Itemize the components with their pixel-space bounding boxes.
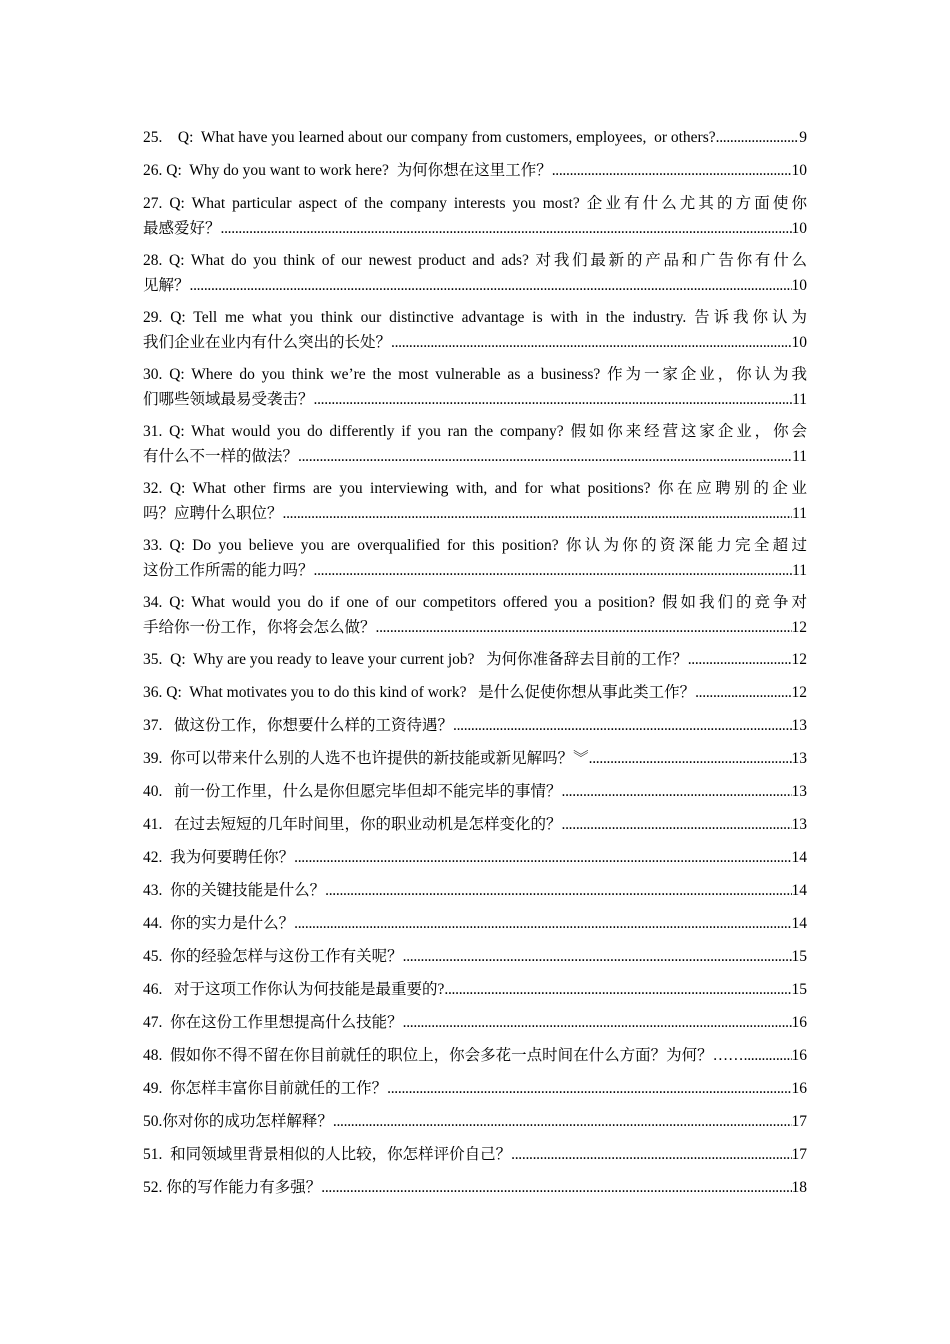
toc-entry-title: 42. 我为何要聘任你？ — [143, 849, 295, 866]
toc-page-number: 13 — [791, 750, 807, 767]
toc-entry-title: 50.你对你的成功怎样解释？ — [143, 1113, 333, 1130]
toc-entry-title: 35. Q: Why are you ready to leave your current job? 为何你准备辞去目前的工作？ — [143, 651, 688, 668]
toc-entry-title-line: 27. Q: What particular aspect of the company interests you most? 企业有什么尤其的方面使你 — [143, 195, 807, 212]
toc-entry[interactable] — [143, 476, 807, 526]
dot-leader — [562, 812, 792, 837]
dot-leader — [744, 1043, 792, 1068]
toc-entry-line — [143, 779, 807, 804]
toc-entry-title: 36. Q: What motivates you to do this kind of work? 是什么促使你想从事此类工作？ — [143, 684, 696, 701]
toc-entry-title: 们哪些领域最易受袭击？ — [143, 391, 314, 408]
toc-entry-line — [143, 444, 807, 469]
dot-leader — [695, 680, 791, 705]
toc-entry-line — [143, 1142, 807, 1167]
toc-page-number: 17 — [791, 1146, 807, 1163]
toc-entry[interactable] — [143, 713, 807, 738]
toc-entry-line — [143, 713, 807, 738]
toc-entry-title: 49. 你怎样丰富你目前就任的工作？ — [143, 1080, 388, 1097]
dot-leader — [552, 158, 792, 183]
toc-entry-line — [143, 1043, 807, 1068]
toc-page-number: 13 — [791, 717, 807, 734]
toc-entry[interactable] — [143, 911, 807, 936]
toc-page-number: 12 — [791, 619, 807, 636]
dot-leader — [376, 615, 792, 640]
toc-entry-line — [143, 1175, 807, 1200]
toc-entry-line — [143, 615, 807, 640]
toc-entry-title: 41. 在过去短短的几年时间里，你的职业动机是怎样变化的？ — [143, 816, 562, 833]
toc-entry-line — [143, 558, 807, 583]
toc-entry-title-line: 31. Q: What would you do differently if you ran the company? 假如你来经营这家企业，你会 — [143, 423, 807, 440]
toc-entry[interactable] — [143, 362, 807, 412]
toc-page-number: 9 — [799, 129, 807, 146]
toc-entry[interactable] — [143, 1109, 807, 1134]
toc-entry[interactable] — [143, 779, 807, 804]
dot-leader — [314, 387, 793, 412]
toc-entry-line — [143, 1076, 807, 1101]
toc-page-number: 18 — [791, 1179, 807, 1196]
toc-entry-title: 46. 对于这项工作你认为何技能是最重要的? — [143, 981, 445, 998]
toc-entry[interactable] — [143, 680, 807, 705]
toc-entry-title: 我们企业在业内有什么突出的长处？ — [143, 334, 392, 351]
toc-entry-line — [143, 273, 807, 298]
toc-entry[interactable] — [143, 812, 807, 837]
dot-leader — [283, 501, 793, 526]
toc-entry-line — [143, 911, 807, 936]
toc-page-number: 11 — [792, 391, 807, 408]
dot-leader — [294, 845, 791, 870]
toc-entry-title: 这份工作所需的能力吗？ — [143, 562, 314, 579]
toc-entry-line — [143, 944, 807, 969]
toc-entry-line — [143, 387, 807, 412]
toc-entry[interactable] — [143, 845, 807, 870]
toc-entry-title: 47. 你在这份工作里想提高什么技能？ — [143, 1014, 403, 1031]
toc-entry[interactable] — [143, 878, 807, 903]
toc-entry-title-line: 34. Q: What would you do if one of our competitors offered you a position? 假如我们的竞争对 — [143, 594, 807, 611]
toc-entry-title: 最感爱好？ — [143, 220, 221, 237]
toc-entry[interactable] — [143, 944, 807, 969]
toc-entry-title: 手给你一份工作，你将会怎么做？ — [143, 619, 376, 636]
dot-leader — [403, 944, 792, 969]
dot-leader — [387, 1076, 791, 1101]
dot-leader — [589, 746, 792, 771]
toc-entry[interactable] — [143, 125, 807, 150]
dot-leader — [221, 216, 792, 241]
toc-entry-line — [143, 125, 807, 150]
toc-page-number: 16 — [791, 1080, 807, 1097]
toc-page-number: 10 — [791, 162, 807, 179]
dot-leader — [321, 1175, 791, 1200]
toc-entry[interactable] — [143, 1043, 807, 1068]
toc-entry-line — [143, 812, 807, 837]
toc-page-number: 11 — [792, 448, 807, 465]
toc-entry[interactable] — [143, 1142, 807, 1167]
toc-page-number: 12 — [791, 651, 807, 668]
dot-leader — [562, 779, 792, 804]
toc-page-number: 14 — [791, 915, 807, 932]
toc-entry-title: 37. 做这份工作，你想要什么样的工资待遇？ — [143, 717, 454, 734]
toc-entry-line — [143, 330, 807, 355]
toc-entry[interactable] — [143, 419, 807, 469]
toc-entry-title: 45. 你的经验怎样与这份工作有关呢？ — [143, 948, 403, 965]
toc-entry-line — [143, 1010, 807, 1035]
toc-entry-title-line: 33. Q: Do you believe you are overqualified for this position? 你认为你的资深能力完全超过 — [143, 537, 807, 554]
toc-entry-title: 39. 你可以带来什么别的人选不也许提供的新技能或新见解吗？︾ — [143, 750, 589, 767]
dot-leader — [688, 647, 792, 672]
toc-entry-title: 52. 你的写作能力有多强？ — [143, 1179, 322, 1196]
toc-entry[interactable] — [143, 1175, 807, 1200]
dot-leader — [453, 713, 791, 738]
toc-entry-title: 43. 你的关键技能是什么？ — [143, 882, 326, 899]
toc-entry-title: 40. 前一份工作里，什么是你但愿完毕但却不能完毕的事情？ — [143, 783, 562, 800]
dot-leader — [314, 558, 793, 583]
dot-leader — [325, 878, 791, 903]
toc-entry-line — [143, 746, 807, 771]
toc-page-number: 15 — [791, 948, 807, 965]
toc-entry-title: 26. Q: Why do you want to work here? 为何你想在这里工作？ — [143, 162, 552, 179]
toc-page-number: 13 — [791, 783, 807, 800]
toc-entry[interactable] — [143, 248, 807, 298]
table-of-contents — [143, 125, 807, 1208]
toc-entry-title: 吗？应聘什么职位？ — [143, 505, 283, 522]
toc-entry-line — [143, 1109, 807, 1134]
toc-entry-title: 48. 假如你不得不留在你目前就任的职位上，你会多花一点时间在什么方面？为何？…… — [143, 1047, 744, 1064]
dot-leader — [298, 444, 792, 469]
toc-entry-line — [143, 977, 807, 1002]
toc-entry[interactable] — [143, 590, 807, 640]
dot-leader — [511, 1142, 791, 1167]
toc-entry-line — [143, 647, 807, 672]
toc-entry-title: 51. 和同领域里背景相似的人比较，你怎样评价自己？ — [143, 1146, 512, 1163]
toc-entry[interactable] — [143, 158, 807, 183]
toc-page-number: 12 — [791, 684, 807, 701]
toc-entry-title-line: 28. Q: What do you think of our newest product and ads? 对我们最新的产品和广告你有什么 — [143, 252, 807, 269]
dot-leader — [444, 977, 791, 1002]
dot-leader — [294, 911, 791, 936]
toc-page-number: 11 — [792, 505, 807, 522]
toc-entry-title: 44. 你的实力是什么？ — [143, 915, 295, 932]
toc-page-number: 11 — [792, 562, 807, 579]
toc-page-number: 13 — [791, 816, 807, 833]
toc-entry[interactable] — [143, 647, 807, 672]
toc-page-number: 10 — [791, 220, 807, 237]
toc-entry-line — [143, 501, 807, 526]
toc-entry[interactable] — [143, 191, 807, 241]
toc-entry[interactable] — [143, 746, 807, 771]
toc-entry-title-line: 29. Q: Tell me what you think our distinctive advantage is with in the industry. 告诉我你认为 — [143, 309, 807, 326]
toc-page-number: 17 — [791, 1113, 807, 1130]
toc-entry[interactable] — [143, 1010, 807, 1035]
dot-leader — [403, 1010, 792, 1035]
dot-leader — [391, 330, 791, 355]
toc-entry-line — [143, 216, 807, 241]
toc-entry-line — [143, 878, 807, 903]
toc-entry-title: 有什么不一样的做法？ — [143, 448, 299, 465]
toc-page-number: 10 — [791, 334, 807, 351]
toc-entry-title-line: 32. Q: What other firms are you interviewing with, and for what positions? 你在应聘别的企业 — [143, 480, 807, 497]
toc-page-number: 15 — [791, 981, 807, 998]
toc-entry-line — [143, 845, 807, 870]
toc-entry-title-line: 30. Q: Where do you think we’re the most vulnerable as a business? 作为一家企业，你认为我 — [143, 366, 807, 383]
toc-page-number: 14 — [791, 849, 807, 866]
toc-entry[interactable] — [143, 1076, 807, 1101]
toc-page-number: 10 — [791, 277, 807, 294]
toc-entry-line — [143, 158, 807, 183]
dot-leader — [190, 273, 792, 298]
toc-entry[interactable] — [143, 305, 807, 355]
toc-entry[interactable] — [143, 977, 807, 1002]
toc-entry-title: 见解？ — [143, 277, 190, 294]
toc-page-number: 14 — [791, 882, 807, 899]
toc-entry-line — [143, 680, 807, 705]
toc-page-number: 16 — [791, 1014, 807, 1031]
toc-entry-title: 25. Q: What have you learned about our company from customers, employees, or others? — [143, 129, 716, 146]
toc-page-number: 16 — [791, 1047, 807, 1064]
dot-leader — [333, 1109, 792, 1134]
dot-leader — [716, 125, 800, 150]
toc-entry[interactable] — [143, 533, 807, 583]
